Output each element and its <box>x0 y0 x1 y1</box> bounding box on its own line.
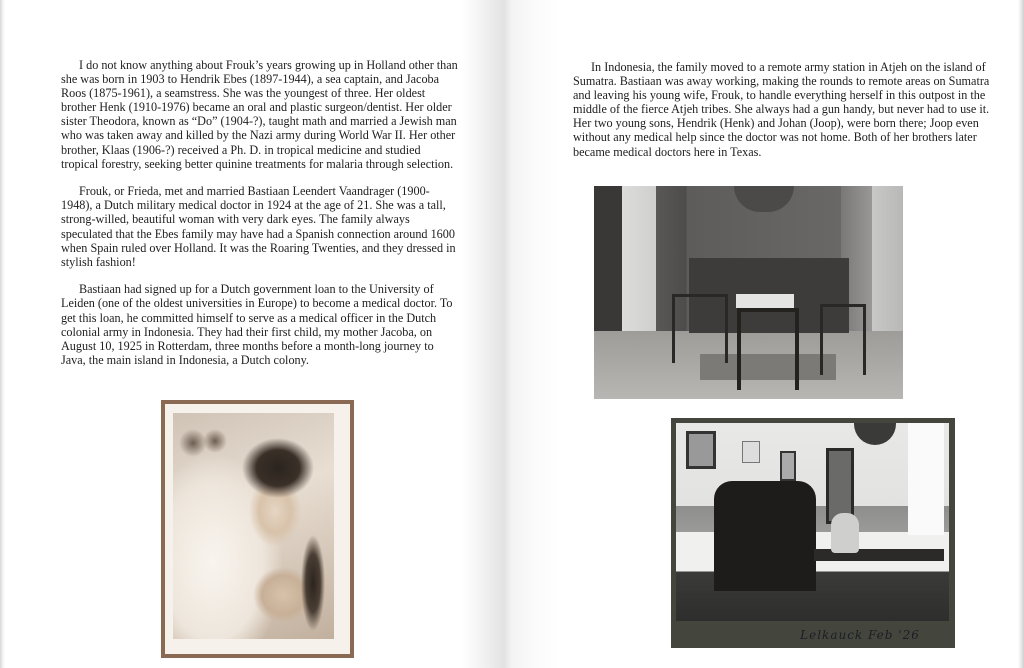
right-page-text <box>573 60 991 172</box>
picture-frame <box>742 441 760 463</box>
handwritten-caption: Lelkauck Feb '26 <box>800 628 920 642</box>
hanging-lamp <box>854 423 896 445</box>
left-page-text <box>61 58 459 380</box>
dining-table <box>736 294 794 308</box>
paragraph-indonesia: In Indonesia, the family moved to a remote army station in Atjeh on the island of Sumatra. Bastiaan was away working, making the rounds to remote areas on Sumatra and leaving his young wife, Frouk, to handle everything herself in this outpost in the middle of the fierce Atjeh tribes. She always had a gun handy, but never had to use it. Her two young sons, Hendrik (Henk) and Johan (Joop), were born there; Joop even without any medical help since the doctor was not home. Both of her brothers later became medical doctors here in Texas. <box>573 60 990 159</box>
paragraph-frouk-family: I do not know anything about Frouk’s years growing up in Holland other than she was born in 1903 to Hendrik Ebes (1897-1944), a sea captain, and Jacoba Roos (1875-1961), a seamstress. She was the youngest of three. Her oldest brother Henk (1910-1976) became an oral and plastic surgeon/dentist. Her older sister Theodora, known as “Do” (1904-?), taught math and married a Jewish man who was taken away and killed by the Nazi army during World War II. Her other brother, Klaas (1906-?) received a Ph. D. in tropical medicine and studied tropical forestry, seeking better quinine treatments for malaria through selection. <box>61 58 458 171</box>
book-gutter <box>462 0 562 668</box>
cabinet <box>714 481 816 591</box>
room-image <box>676 423 949 621</box>
left-page-edge <box>0 0 5 668</box>
right-page-edge <box>1018 0 1024 668</box>
paragraph-leiden-loan: Bastiaan had signed up for a Dutch government loan to the University of Leiden (one of the oldest universities in Europe) to become a medical doctor. To get this loan, he committed himself to serve as a medical officer in the Dutch colonial army in Indonesia. They had their first child, my mother Jacoba, on August 10, 1925 in Rotterdam, three months before a month-long journey to Java, the main island in Indonesia, a Dutch colony. <box>61 282 453 367</box>
chair <box>820 304 866 375</box>
picture-frame <box>686 431 716 469</box>
window <box>908 423 944 535</box>
dining-room-photo <box>594 186 903 399</box>
microscope-portrait-photo <box>161 400 354 658</box>
seated-woman <box>831 513 859 553</box>
hanging-lamp <box>734 186 794 212</box>
picture-frame <box>780 451 796 481</box>
chair <box>737 308 799 390</box>
woman-at-table-photo <box>671 418 955 648</box>
paragraph-marriage: Frouk, or Frieda, met and married Bastiaan Leendert Vaandrager (1900-1948), a Dutch military medical doctor in 1924 at the age of 21. She was a tall, strong-willed, beautiful woman with very dark eyes. The family always speculated that the Ebes family may have had a Spanish connection around 1600 when Spain ruled over Holland. It was the Roaring Twenties, and they dressed in stylish fashion! <box>61 184 456 269</box>
chair <box>672 294 728 363</box>
portrait-image <box>173 413 334 639</box>
